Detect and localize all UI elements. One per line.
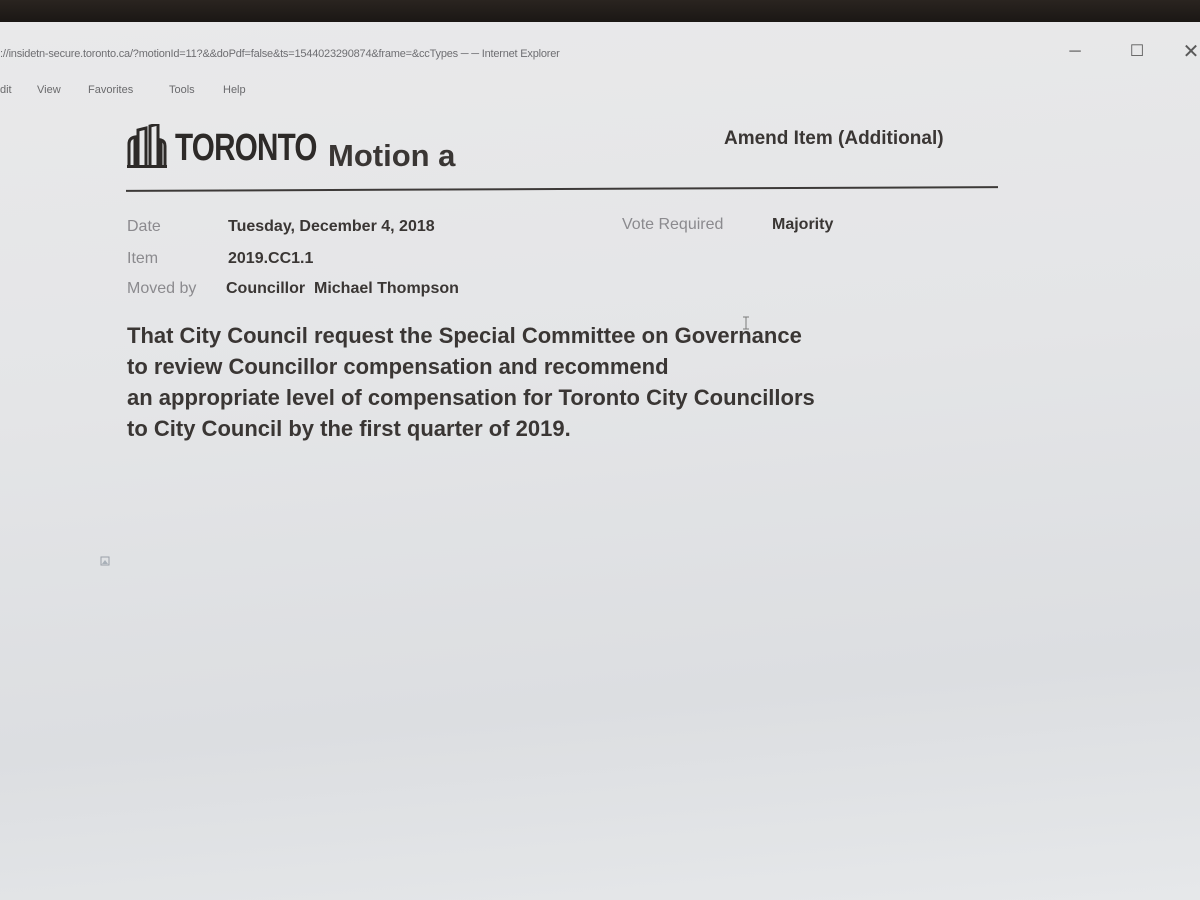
toronto-wordmark: TORONTO <box>175 127 317 169</box>
motion-body-line: That City Council request the Special Committee on Governance <box>127 323 802 348</box>
window-title: ://insidetn-secure.toronto.ca/?motionId=11?&&doPdf=false&ts=1544023290874&frame=&ccTypes ─ ─ Internet Explorer <box>0 48 560 60</box>
item-value: 2019.CC1.1 <box>228 250 314 267</box>
motion-body-line: an appropriate level of compensation for Toronto City Councillors <box>127 385 815 410</box>
motion-document <box>0 22 1200 900</box>
menu-view[interactable]: View <box>37 84 61 96</box>
motion-body-line: to City Council by the first quarter of 2019. <box>127 416 571 441</box>
small-image-placeholder-icon[interactable] <box>100 556 110 566</box>
date-value: Tuesday, December 4, 2018 <box>228 218 435 235</box>
motion-type: Amend Item (Additional) <box>724 128 944 149</box>
menu-help[interactable]: Help <box>223 84 246 96</box>
menu-edit[interactable]: dit <box>0 84 12 96</box>
menu-tools[interactable]: Tools <box>169 84 195 96</box>
motion-body <box>127 320 1027 444</box>
toronto-logo <box>127 118 325 168</box>
item-label: Item <box>127 250 159 267</box>
motion-body-line: to review Councillor compensation and recommend <box>127 354 669 379</box>
vote-value: Majority <box>772 216 834 233</box>
maximize-button[interactable]: ☐ <box>1129 43 1145 60</box>
menu-favorites[interactable]: Favorites <box>88 84 134 96</box>
browser-window <box>0 22 1200 900</box>
toronto-city-hall-icon <box>127 124 167 168</box>
header-divider <box>126 186 998 192</box>
minimize-button[interactable]: ─ <box>1069 43 1081 60</box>
motion-title: Motion a <box>328 138 456 173</box>
text-cursor-icon <box>742 316 750 330</box>
moved-by-value: Councillor Michael Thompson <box>226 280 459 297</box>
vote-label: Vote Required <box>622 216 724 233</box>
date-label: Date <box>127 218 161 235</box>
close-button[interactable]: ✕ <box>1182 41 1200 63</box>
moved-by-label: Moved by <box>127 280 197 297</box>
